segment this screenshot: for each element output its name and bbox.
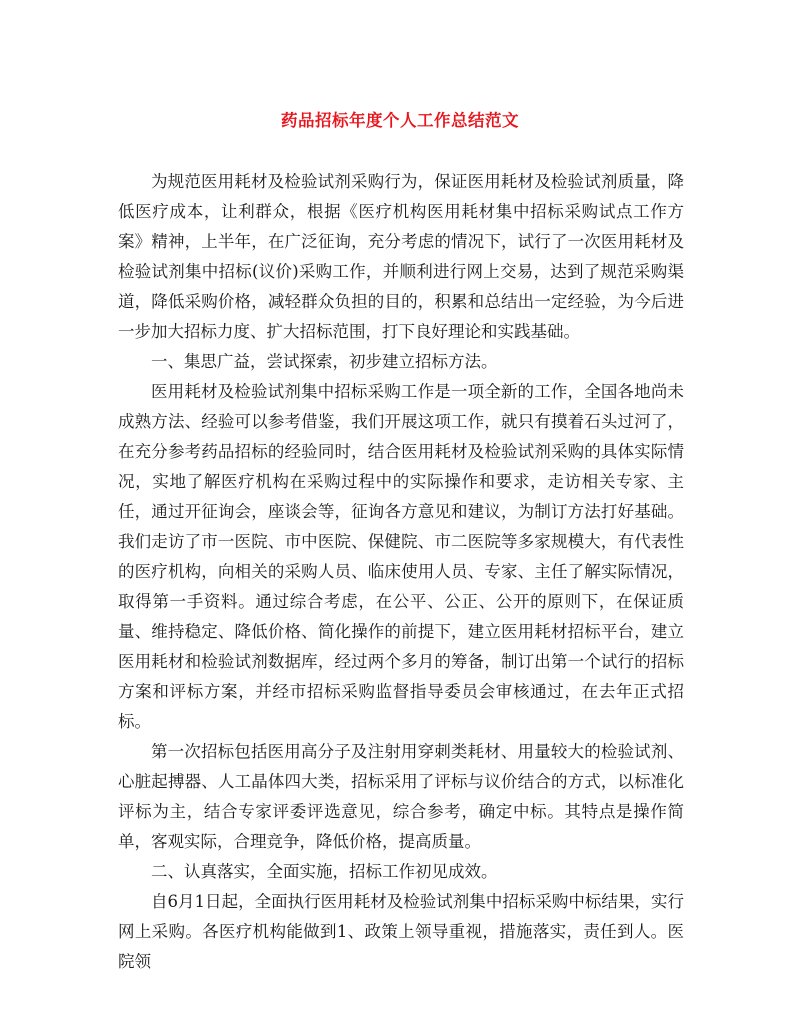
paragraph-intro: 为规范医用耗材及检验试剂采购行为，保证医用耗材及检验试剂质量，降低医疗成本，让利群众，根据《医疗机构医用耗材集中招标采购试点工作方案》精神，上半年，在广泛征询，充分考虑的情况下，试行了一次医用耗材及检验试剂集中招标(议价)采购工作，并顺利进行网上交易，达到了规范采购渠道，降低采购价格，减轻群众负担的目的，积累和总结出一定经验，为今后进一步加大招标力度、扩大招标范围，打下良好理论和实践基础。 — [118, 172, 684, 341]
heading-section-1: 一、集思广益，尝试探索，初步建立招标方法。 — [151, 352, 498, 371]
document-title: 药品招标年度个人工作总结范文 — [281, 111, 519, 130]
document-body — [118, 167, 684, 977]
paragraph-first-bidding: 第一次招标包括医用高分子及注射用穿刺类耗材、用量较大的检验试剂、心脏起搏器、人工晶体四大类，招标采用了评标与议价结合的方式，以标准化评标为主，结合专家评委评选意见，综合参考，确定中标。其特点是操作简单，客观实际，合理竞争，降低价格，提高质量。 — [118, 742, 684, 851]
paragraph-section-1-body: 医用耗材及检验试剂集中招标采购工作是一项全新的工作，全国各地尚未成熟方法、经验可以参考借鉴，我们开展这项工作，就只有摸着石头过河了，在充分参考药品招标的经验同时，结合医用耗材及检验试剂采购的具体实际情况，实地了解医疗机构在采购过程中的实际操作和要求，走访相关专家、主任，通过开征询会，座谈会等，征询各方意见和建议，为制订方法打好基础。我们走访了市一医院、市中医院、保健院、市二医院等多家规模大，有代表性的医疗机构，向相关的采购人员、临床使用人员、专家、主任了解实际情况，取得第一手资料。通过综合考虑，在公平、公正、公开的原则下，在保证质量、维持稳定、降低价格、简化操作的前提下，建立医用耗材招标平台，建立医用耗材和检验试剂数据库，经过两个多月的筹备，制订出第一个试行的招标方案和评标方案，并经市招标采购监督指导委员会审核通过，在去年正式招标。 — [118, 382, 684, 731]
paragraph-section-2-body: 自6月1日起，全面执行医用耗材及检验试剂集中招标采购中标结果，实行网上采购。各医疗机构能做到1、政策上领导重视，措施落实，责任到人。医院领 — [118, 892, 684, 971]
heading-section-2: 二、认真落实，全面实施，招标工作初见成效。 — [151, 862, 498, 881]
